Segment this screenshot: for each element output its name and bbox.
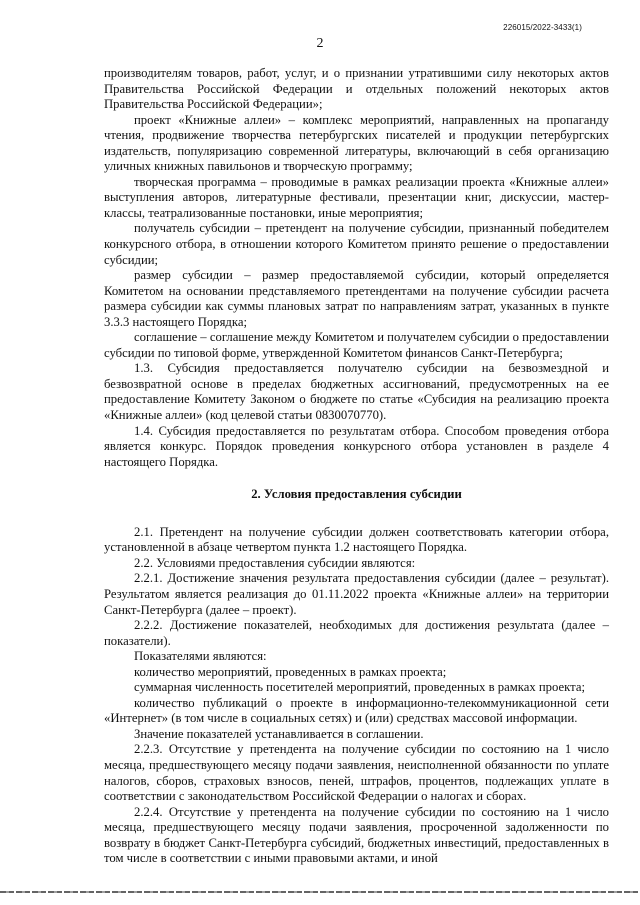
page-number: 2 bbox=[316, 36, 324, 51]
paragraph: соглашение – соглашение между Комитетом и получателем субсидии о предоставлении субсидии по типовой форме, утвержденной Комитетом финансов Санкт-Петербурга; bbox=[104, 330, 609, 360]
paragraph: производителям товаров, работ, услуг, и о признании утратившими силу некоторых актов Правительства Российской Федерации и отдельных положений некоторых актов Правительства Российской Федерации»; bbox=[104, 66, 609, 112]
paragraph: 2.2.4. Отсутствие у претендента на получение субсидии по состоянию на 1 число месяца, предшествующего месяцу подачи заявления, просроченной задолженности по возврату в бюджет Санкт-Петербурга субсидий, бюджетных инвестиций, предоставленных в том числе в соответствии с иными правовыми актами, и иной bbox=[104, 804, 609, 866]
paragraph: творческая программа – проводимые в рамках реализации проекта «Книжные аллеи» выступления авторов, литературные фестивали, презентации книг, дискуссии, мастер-классы, театрализованные постановки, иные мероприятия; bbox=[104, 174, 609, 220]
paragraph: 1.4. Субсидия предоставляется по результатам отбора. Способом проведения отбора является конкурс. Порядок проведения конкурсного отбора установлен в разделе 4 настоящего Порядка. bbox=[104, 423, 609, 469]
paragraph: проект «Книжные аллеи» – комплекс мероприятий, направленных на пропаганду чтения, продвижение творчества петербургских писателей и продукции петербургских издательств, популяризацию современной литературы, включающий в себя организацию уличных книжных павильонов и творческую программу; bbox=[104, 112, 609, 174]
paragraph: Значение показателей устанавливается в соглашении. bbox=[134, 726, 424, 741]
paragraph: 2.2.3. Отсутствие у претендента на получение субсидии по состоянию на 1 число месяца, предшествующего месяцу подачи заявления, неисполненной обязанности по уплате налогов, сборов, страховых взносов, пеней, штрафов, процентов, подлежащих уплате в соответствии с законодательством Российской Федерации о налогах и сборах. bbox=[104, 742, 609, 804]
section-heading: 2. Условия предоставления субсидии bbox=[251, 487, 462, 502]
paragraph: Показателями являются: bbox=[134, 649, 267, 664]
paragraph: 2.2.2. Достижение показателей, необходимых для достижения результата (далее – показатели). bbox=[104, 618, 609, 648]
list-item: суммарная численность посетителей мероприятий, проведенных в рамках проекта; bbox=[134, 680, 585, 695]
paragraph: 1.3. Субсидия предоставляется получателю субсидии на безвозмездной и безвозвратной основе в пределах бюджетных ассигнований, предусмотренных на ее предоставление Комитету Законом о бюджете по статье «Субсидия на реализацию проекта «Книжные аллеи» (код целевой статьи 0830070770). bbox=[104, 361, 609, 423]
list-item: количество публикаций о проекте в информационно-телекоммуникационной сети «Интернет» (в том числе в социальных сетях) и (или) средствах массовой информации. bbox=[104, 695, 609, 726]
paragraph: 2.1. Претендент на получение субсидии должен соответствовать категории отбора, установленной в абзаце четвертом пункта 1.2 настоящего Порядка. bbox=[104, 524, 609, 555]
scan-edge-line bbox=[0, 891, 640, 893]
document-body bbox=[104, 66, 609, 867]
paragraph: получатель субсидии – претендент на получение субсидии, признанный победителем конкурсного отбора, в отношении которого Комитетом принято решение о предоставлении субсидии; bbox=[104, 221, 609, 267]
paragraph: 2.2. Условиями предоставления субсидии являются: bbox=[134, 555, 416, 570]
paragraph: размер субсидии – размер предоставляемой субсидии, который определяется Комитетом на основании представляемого претендентами на получение субсидии расчета размера субсидии как суммы плановых затрат по направлениям затрат, указанных в пункте 3.3.3 настоящего Порядка; bbox=[104, 268, 609, 329]
document-number: 226015/2022-3433(1) bbox=[503, 23, 582, 32]
paragraph: 2.2.1. Достижение значения результата предоставления субсидии (далее – результат). Результатом является реализация до 01.11.2022 проекта «Книжные аллеи» на территории Санкт-Петербурга (далее – проект). bbox=[104, 571, 609, 617]
list-item: количество мероприятий, проведенных в рамках проекта; bbox=[134, 664, 447, 679]
